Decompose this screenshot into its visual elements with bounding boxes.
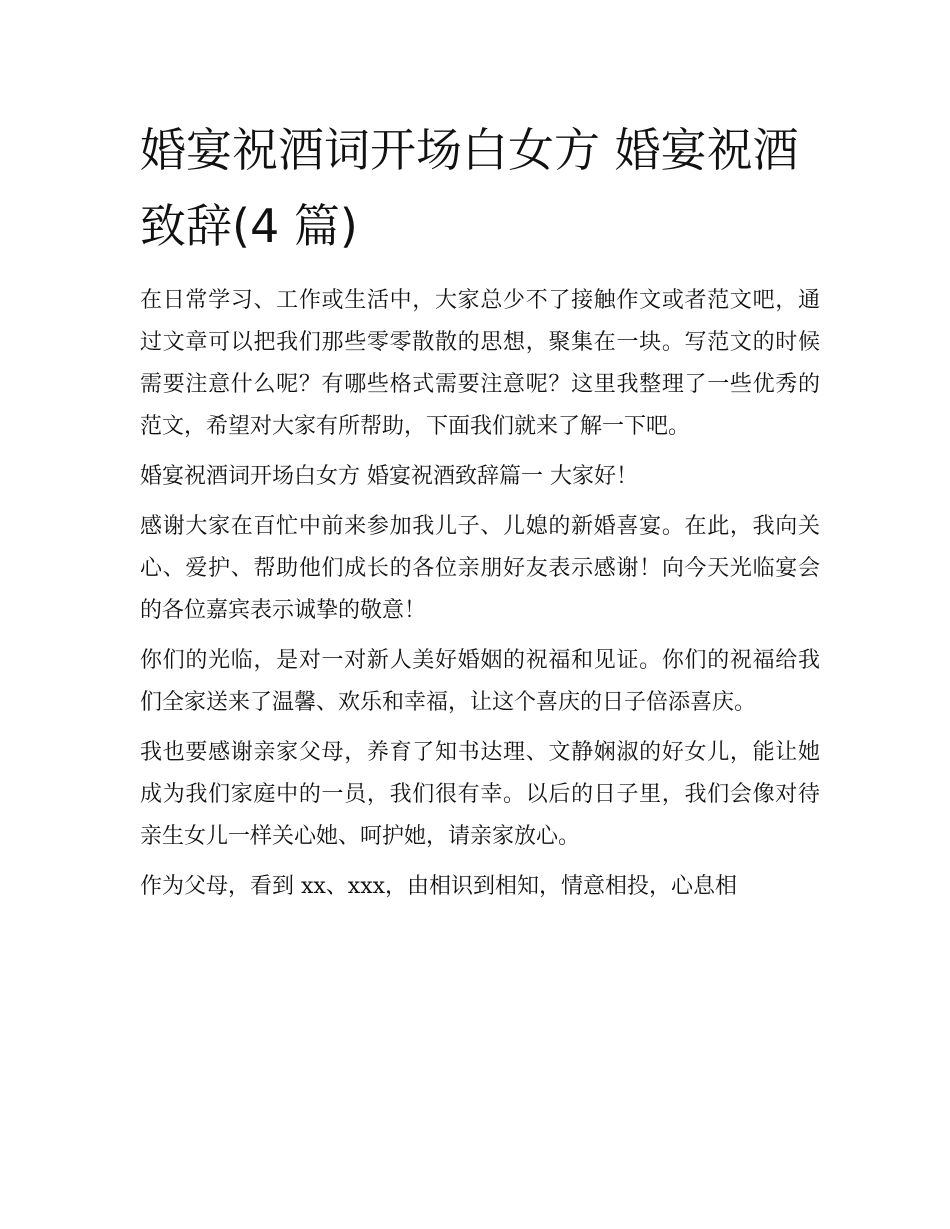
paragraph-blessing: 你们的光临，是对一对新人美好婚姻的祝福和见证。你们的祝福给我们全家送来了温馨、欢乐和幸福，让这个喜庆的日子倍添喜庆。 <box>140 648 820 715</box>
paragraph-thanks: 感谢大家在百忙中前来参加我儿子、儿媳的新婚喜宴。在此，我向关心、爱护、帮助他们成长的各位亲朋好友表示感谢！向今天光临宴会的各位嘉宾表示诚挚的敬意！ <box>140 514 820 623</box>
document-body <box>140 280 820 908</box>
paragraph-parents: 作为父母，看到 xx、xxx，由相识到相知，情意相投，心息相 <box>140 874 738 899</box>
paragraph-in-laws: 我也要感谢亲家父母，养育了知书达理、文静娴淑的好女儿，能让她成为我们家庭中的一员，我们很有幸。以后的日子里，我们会像对待亲生女儿一样关心她、呵护她，请亲家放心。 <box>140 740 820 849</box>
paragraph-intro: 在日常学习、工作或生活中，大家总少不了接触作文或者范文吧，通过文章可以把我们那些零零散散的思想，聚集在一块。写范文的时候需要注意什么呢？有哪些格式需要注意呢？这里我整理了一些优秀的范文，希望对大家有所帮助，下面我们就来了解一下吧。 <box>140 288 820 439</box>
paragraph-section-heading: 婚宴祝酒词开场白女方 婚宴祝酒致辞篇一 大家好！ <box>140 464 638 489</box>
document-title: 婚宴祝酒词开场白女方 婚宴祝酒致辞(4 篇) <box>140 123 799 253</box>
